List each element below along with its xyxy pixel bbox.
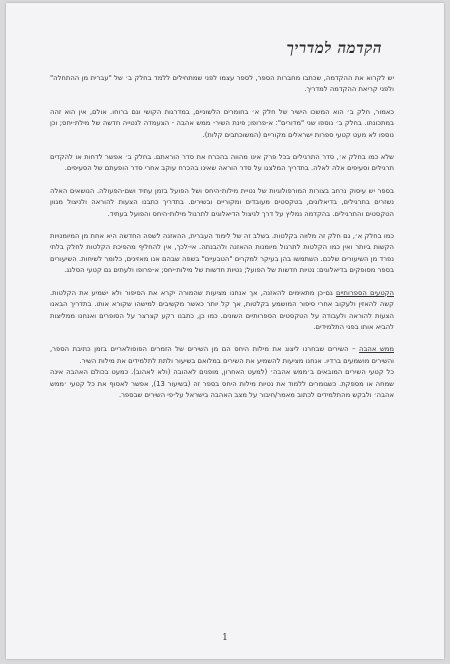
paragraph-2 bbox=[50, 107, 394, 141]
underlined-term: ממש אהבה bbox=[359, 345, 394, 354]
paragraph-4 bbox=[50, 186, 394, 220]
paragraph-text: שלא כמו בחלק א׳, סדר התרגילים בכל פרק אינו מהווה בהכרח את סדר הוראתם. בחלק ב׳ אפשר לדחות או להקדים תרגילים וסעיפים אלה לאלה. בתדריך המלצנו על סדר הוראה שאינו בהכרח עוקב אחרי סדר הופעתם של הסעיפים. bbox=[50, 153, 394, 173]
paragraph-8 bbox=[50, 367, 394, 401]
underlined-term: הקטעים הספרותיים bbox=[336, 288, 394, 297]
paragraph-text: גם-כן מתאימים להאזנה, אך אנחנו מציעות שהמורה יקרא את הסיפור ולא ישמיע את הקלטות. קשה להאזין ולעקוב אחרי סיפור המושמע בקלטות, אך קל יותר כאשר מקשיבים למישהו שקורא אותו. בתדריך הבאנו הצעות להוראה ולעבודה על הטקסטים הספרותיים השונים. כמו כן, כתבנו רקע קצרצר על הסופרים ואנחנו ממליצות להביא אותו בפני התלמידים. bbox=[50, 288, 394, 331]
paragraph-3 bbox=[50, 152, 394, 175]
paragraph-text: כמו בחלק א׳, גם חלק זה מלוּוה בקלטות. בשלב זה של לימוד העברית, ההאזנה לשפה החדשה היא אחת מן המיומנויות הקשות ביותר ואין כמו הקלטות לתרגול מיומנות ההאזנה ולהבנתה. אי-לכך, אין להחליף מהפיכת הקלטות לחלק בלתי נפרד מן השיעורים שלכם. השתמשו בהן בעיקר למקרים "הטבעיים" בשפה שבהם אנו מאזינים, כלומר לשיחות. השיעורים בספר מסופקים בדיאלוגים: נטיות חדשות של הפועל; נטיות חדשות של מילות-יחס; א-פרופו ולעתים גם קטעי הסלנג. bbox=[50, 232, 394, 275]
page-title: הקדמה למדריך bbox=[286, 39, 382, 57]
paragraph-text: יש לקרוא את ההקדמה, שכתבו מחברות הספר, לספר עצמו לפני שמתחילים ללמד בחלק ב׳ של "עברית מן ההתחלה" ולפני קריאת ההקדמה למדריך. bbox=[50, 74, 394, 94]
paragraph-6 bbox=[50, 288, 394, 334]
page-number: 1 bbox=[222, 633, 228, 643]
paragraph-text: כאמור, חלק ב׳ הוא המשכו הישיר של חלק א׳ בחומרים הלשוניים, במדרגות הקושי וגם ברוחו. אולם, אין הוא זהה במתכונתו. בחלק ב׳ נוספו שני "מדורים": א-פרופו; פינת השיר- ממש אהבה - הצעמדה לנטייה חדשה של מילת-יחס; וכן נוספו לא מעט קטעי ספרות ישראלים מקוריים (המשוכתבים קלות). bbox=[50, 107, 394, 139]
paragraph-text: בספר יש עיסוק נרחב בצורות המורפולוגיות של נטיית מילות-היחס ושל הפועל בזמן עתיד ושם-הפעולה. הנושאים האלה נשזרים בתרגילים, בדיאלוגים, בטקסטים מעובדים ומקוריים ובשירים. בתדריך כתבנו הצעות להוראה ולניצול מגוון הטקסטים והתרגילים. בהקדמה נמליץ על דרך לניצול הדיאלוגים לתרגול מילות-היחס והפועל בעתיד. bbox=[50, 186, 394, 218]
paragraph-7 bbox=[50, 344, 394, 367]
paragraph-text: – השירים שבחרנו ליצוג את מילות היחס הם מן השירים של הזמרים הפופולאריים בזמן כתיבת הספר, והשירים מושמעים ברדיו. אנחנו מציעות להשמיע את השירים במלואם בשיעור ולתת לתלמידים את מילות השיר. bbox=[50, 345, 394, 365]
paragraph-1 bbox=[50, 73, 394, 96]
paragraph-5 bbox=[50, 231, 394, 277]
document-page bbox=[6, 3, 444, 659]
body-text bbox=[50, 73, 394, 412]
paragraph-text: כל קטעי השירים המובאים ב׳ממש אהבה׳ (למעט האחרון, מופנים לאהובה (ולא לאהוב). כמעט בכולם האהבה אינה שמחה או מספקת. כשגומרים ללמוד את נטיות מילות היחס בספר זה (בשיעור 13), אפשר לאסוף את כל קטעי ׳ממש אהבה׳ ולבקש מהתלמידים לכתוב מאמר/חיבור על מצב האהבה בישראל על-פי השירים שבספר. bbox=[50, 368, 394, 399]
